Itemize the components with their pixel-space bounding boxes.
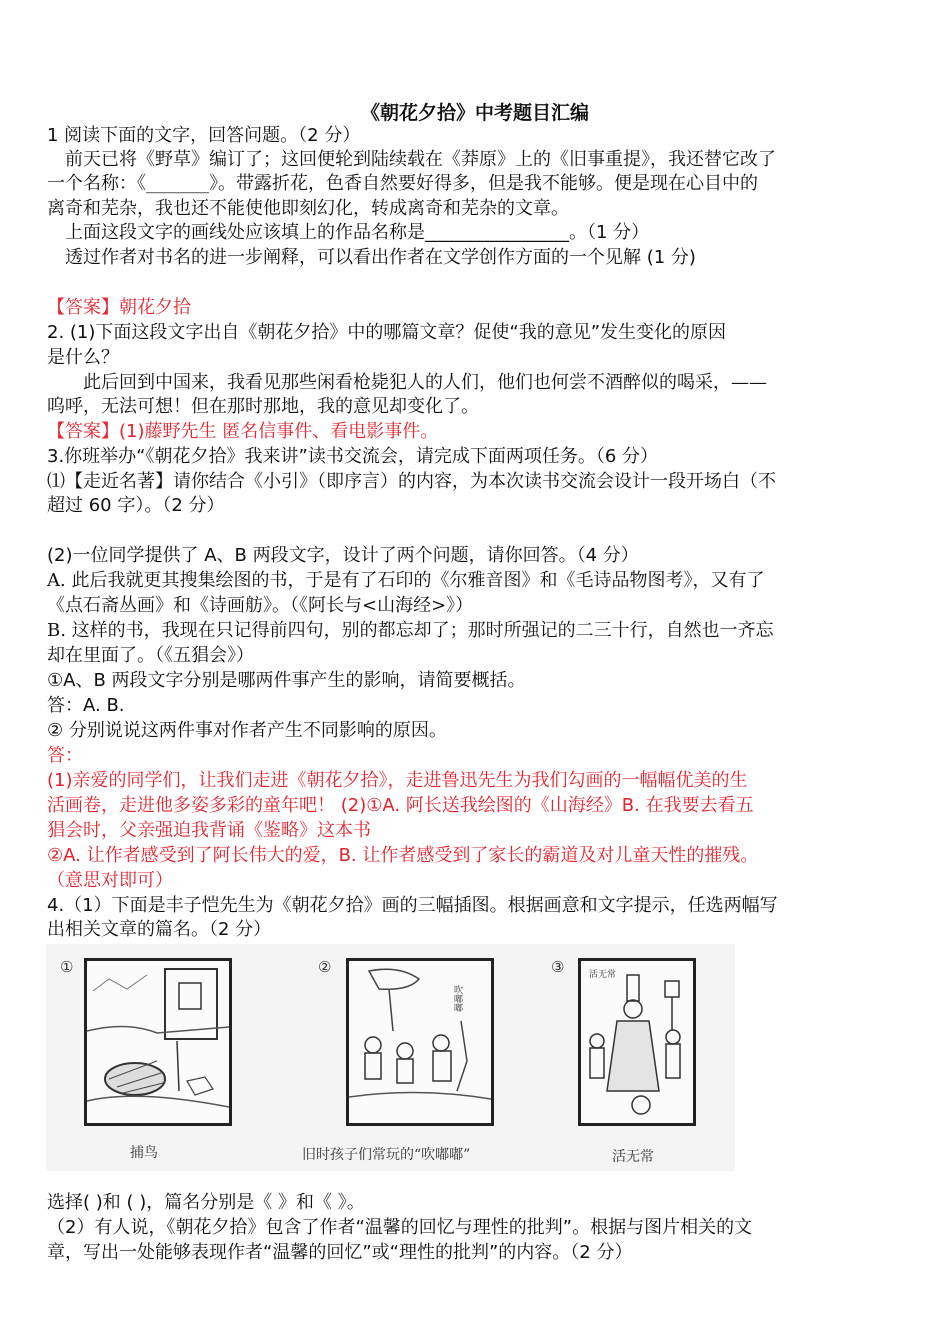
panel-caption: 旧时孩子们常玩的“吹嘟嘟” bbox=[302, 1147, 471, 1163]
page-title: 《朝花夕拾》中考题目汇编 bbox=[360, 102, 589, 124]
q3-passage-a: A. 此后我就更其搜集绘图的书，于是有了石印的《尔雅音图》和《毛诗品物图考》，又有了 bbox=[47, 570, 765, 591]
q3-question-1: ①A、B 两段文字分别是哪两件事产生的影响，请简要概括。 bbox=[47, 670, 526, 691]
q3-answer: (1)亲爱的同学们，让我们走进《朝花夕拾》，走进鲁迅先生为我们勾画的一幅幅优美的生 bbox=[47, 770, 748, 791]
q3-answer: ②A. 让作者感受到了阿长伟大的爱，B. 让作者感受到了家长的霸道及对儿童天性的摧残。 bbox=[47, 845, 759, 866]
q4-subquestion-2: （2）有人说，《朝花夕拾》包含了作者“温馨的回忆与理性的批判”。根据与图片相关的文 bbox=[47, 1217, 753, 1238]
living-wuchang-illustration bbox=[581, 961, 693, 1123]
q3-task2: (2)一位同学提供了 A、B 两段文字，设计了两个问题，请你回答。（4 分） bbox=[47, 545, 639, 566]
q3-answer: 猖会时，父亲强迫我背诵《鉴略》这本书 bbox=[47, 820, 371, 841]
q3-answer-note: （意思对即可） bbox=[47, 870, 173, 891]
children-playing-illustration bbox=[349, 961, 491, 1123]
q3-passage-b: B. 这样的书，我现在只记得前四句，别的都忘却了；那时所强记的二三十行，自然也一齐忘 bbox=[47, 620, 774, 641]
q1-passage-line: 前天已将《野草》编订了；这回便轮到陆续载在《莽原》上的《旧事重提》，我还替它改了 bbox=[47, 149, 776, 170]
q2-passage-line: 呜呼，无法可想！但在那时那地，我的意见却变化了。 bbox=[47, 396, 479, 417]
panel-caption: 活无常 bbox=[612, 1149, 654, 1165]
illustration-panel-3 bbox=[578, 958, 696, 1126]
q2-passage-line: 此后回到中国来，我看见那些闲看枪毙犯人的人们，他们也何尝不酒醉似的喝采，—— bbox=[47, 372, 767, 393]
q4-heading: 4.（1）下面是丰子恺先生为《朝花夕拾》画的三幅插图。根据画意和文字提示，任选两幅写 bbox=[47, 895, 778, 916]
illustrations-figure bbox=[46, 944, 735, 1171]
q2-heading: 是什么？ bbox=[47, 347, 119, 368]
q1-heading: 1 阅读下面的文字，回答问题。（2 分） bbox=[47, 125, 361, 146]
q3-passage-b: 却在里面了。（《五猖会》） bbox=[47, 645, 254, 666]
panel-number: ② bbox=[318, 958, 332, 976]
q4-answer-blanks: 选择( )和 ( )，篇名分别是《 》和《 》。 bbox=[47, 1192, 365, 1213]
illustration-panel-1 bbox=[84, 958, 232, 1126]
q3-task1: 超过 60 字）。（2 分） bbox=[47, 495, 225, 516]
q3-answer-blank: 答：A. B. bbox=[47, 695, 125, 716]
q1-answer: 【答案】朝花夕拾 bbox=[47, 297, 191, 318]
panel-inscription: 活无常 bbox=[589, 970, 617, 980]
q2-answer: 【答案】(1)藤野先生 匿名信事件、看电影事件。 bbox=[47, 421, 439, 442]
panel-number: ① bbox=[60, 958, 74, 976]
q2-heading: 2. (1)下面这段文字出自《朝花夕拾》中的哪篇文章？促使“我的意见”发生变化的原因 bbox=[47, 322, 727, 343]
q3-answer-label: 答： bbox=[47, 745, 83, 766]
q1-passage-line: 离奇和芜杂，我也还不能使他即刻幻化，转成离奇和芜杂的文章。 bbox=[47, 198, 569, 219]
q3-answer: 活画卷，走进他多姿多彩的童年吧！ (2)①A. 阿长送我绘图的《山海经》B. 在我要去看五 bbox=[47, 795, 754, 816]
q1-subquestion: 透过作者对书名的进一步阐释，可以看出作者在文学创作方面的一个见解 (1 分) bbox=[47, 247, 696, 268]
panel-inscription: 吹嘟嘟 bbox=[452, 985, 462, 1012]
bird-catching-illustration bbox=[87, 961, 229, 1123]
q1-subquestion: 上面这段文字的画线处应该填上的作品名称是________________。（1 分） bbox=[47, 222, 650, 243]
q4-subquestion-2: 章，写出一处能够表现作者“温馨的回忆”或“理性的批判”的内容。（2 分） bbox=[47, 1242, 633, 1263]
q1-passage-line: 一个名称：《_______》。带露折花，色香自然要好得多，但是我不能够。便是现在心目中的 bbox=[47, 173, 758, 194]
panel-caption: 捕鸟 bbox=[130, 1145, 158, 1161]
q3-passage-a: 《点石斋丛画》和《诗画舫》。（《阿长与<山海经>》） bbox=[47, 595, 474, 616]
q3-question-2: ② 分别说说这两件事对作者产生不同影响的原因。 bbox=[47, 720, 447, 741]
illustration-panel-2 bbox=[346, 958, 494, 1126]
q3-task1: ⑴【走近名著】请你结合《小引》（即序言）的内容，为本次读书交流会设计一段开场白（不 bbox=[47, 471, 776, 492]
q4-heading: 出相关文章的篇名。（2 分） bbox=[47, 919, 272, 940]
q3-heading: 3.你班举办“《朝花夕拾》我来讲”读书交流会，请完成下面两项任务。（6 分） bbox=[47, 446, 658, 467]
panel-number: ③ bbox=[551, 958, 565, 976]
